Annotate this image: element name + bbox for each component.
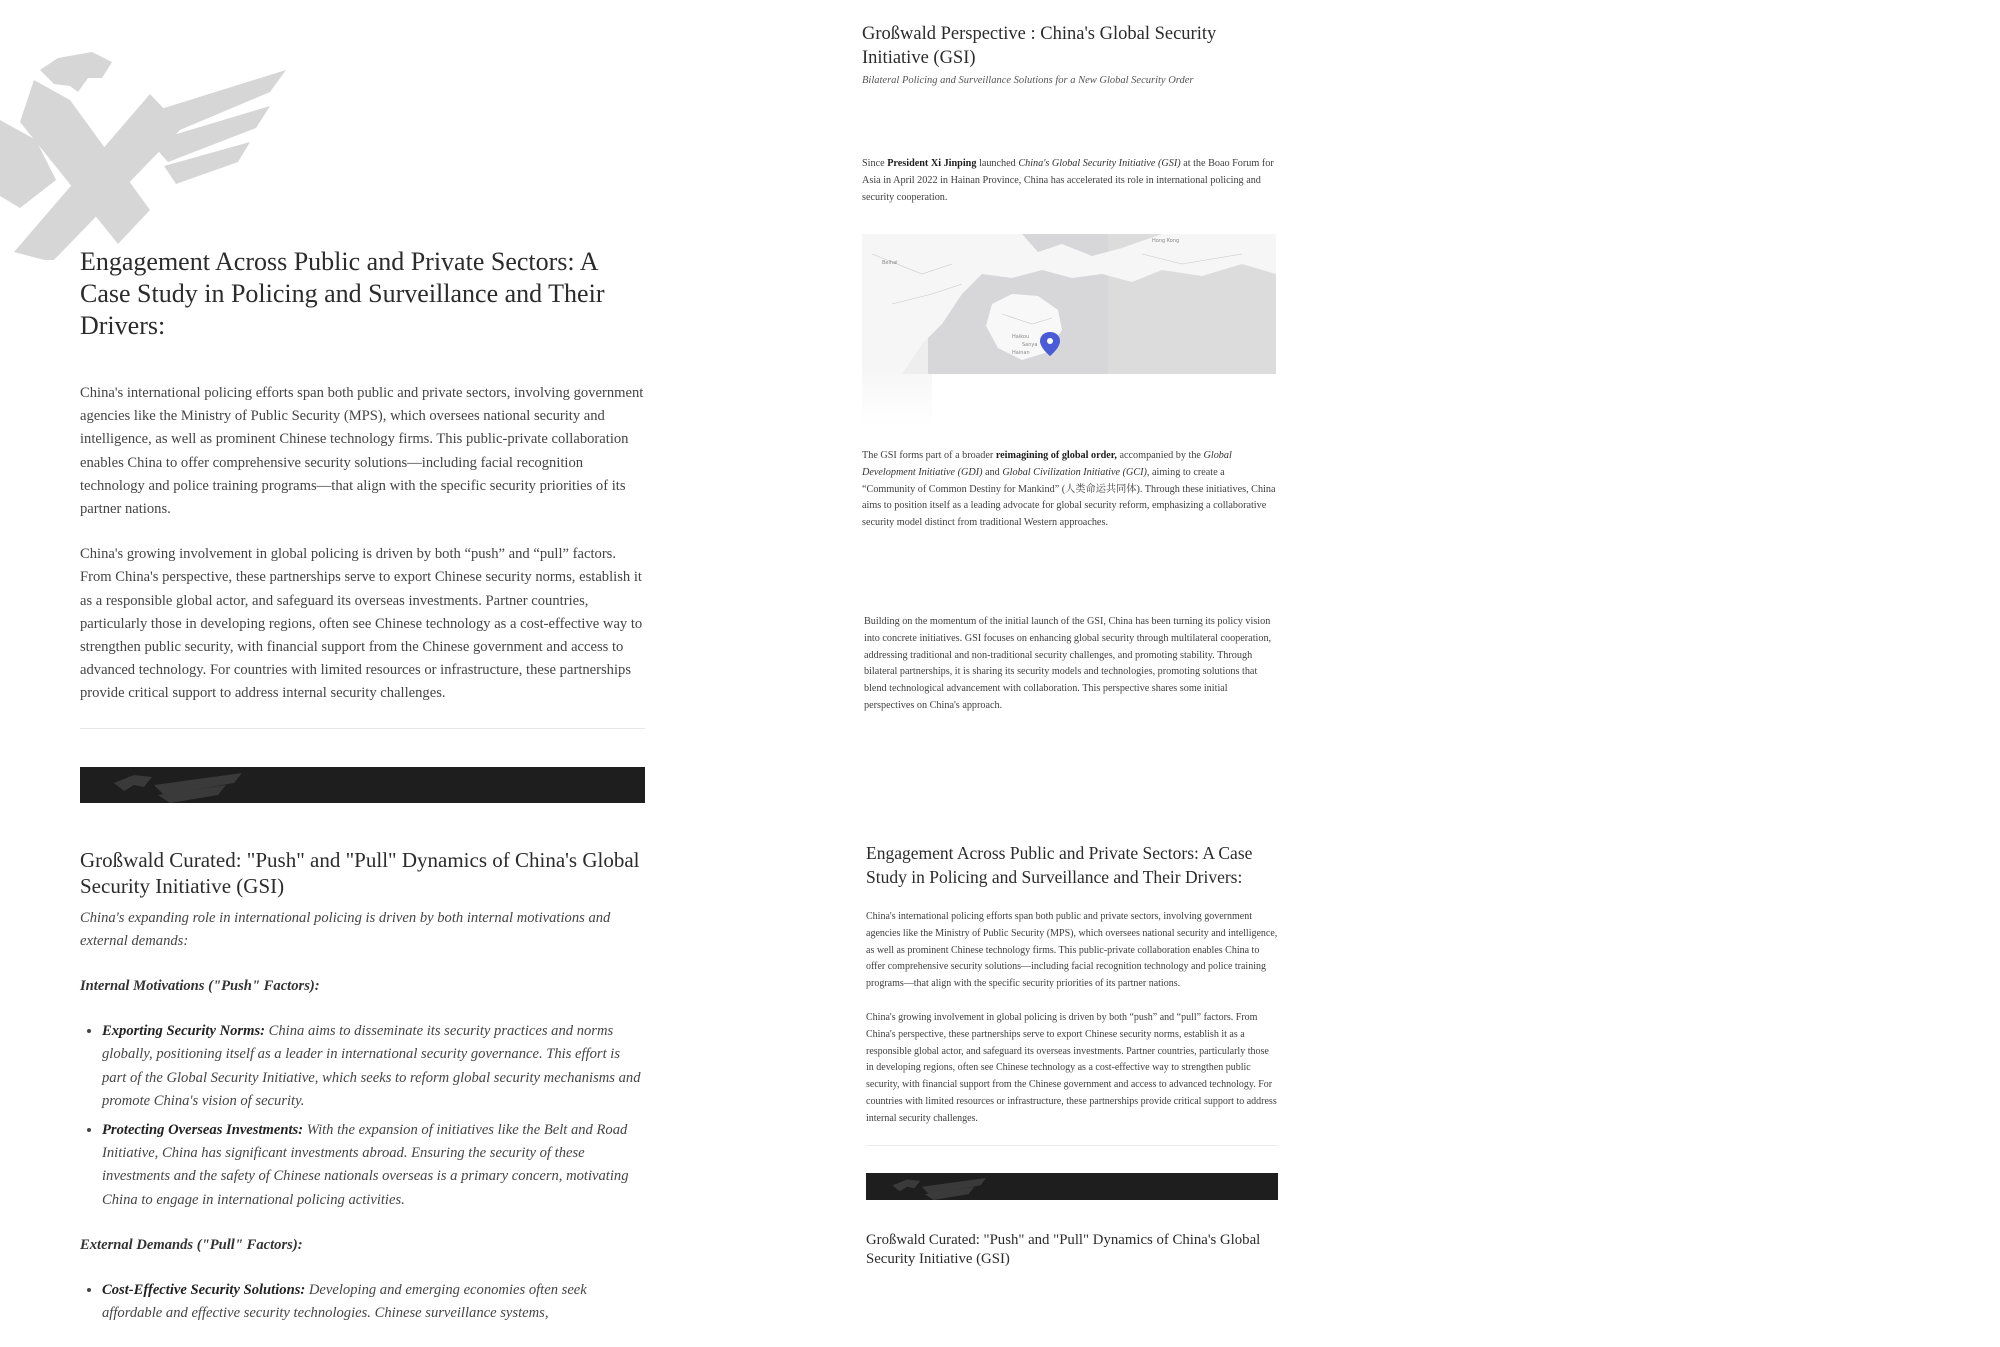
divider [80, 728, 645, 729]
right-article-column [862, 22, 1274, 88]
perspective-title: Großwald Perspective : China's Global Security Initiative (GSI) [862, 24, 1217, 68]
eagle-logo-icon [0, 30, 300, 260]
map-label: Hainan [1012, 350, 1030, 356]
curated-title: Großwald Curated: "Push" and "Pull" Dynamics of China's Global Security Initiative (GSI) [80, 847, 640, 898]
map-shadow [862, 374, 932, 426]
section-title: Engagement Across Public and Private Sectors: A Case Study in Policing and Surveillance and Their Drivers: [866, 843, 1253, 887]
map-label: Haikou [1012, 334, 1030, 340]
map-label: Beihai [882, 260, 898, 266]
header-banner [866, 1173, 1278, 1200]
pull-heading: External Demands ("Pull" Factors): [80, 1236, 303, 1253]
map-label: Hong Kong [1152, 238, 1180, 244]
map-graphic [862, 234, 1276, 374]
section-title: Engagement Across Public and Private Sectors: A Case Study in Policing and Surveillance and Their Drivers: [80, 247, 605, 340]
momentum-paragraph: Building on the momentum of the initial launch of the GSI, China has been turning its policy vision into concrete initiatives. GSI focuses on enhancing global security through multilateral cooperation, addressing traditional and non-traditional security challenges, and promoting stability. Through bilateral partnerships, it is sharing its security models and technologies, promoting solutions that blend technological advancement with collaboration. This perspective shares some initial perspectives on China's approach. [864, 616, 1272, 711]
pull-list [80, 1279, 645, 1325]
curated-lead: China's expanding role in international policing is driven by both internal motivations and external demands: [80, 909, 611, 949]
paragraph: China's growing involvement in global policing is driven by both “push” and “pull” factors. From China's perspective, these partnerships serve to export Chinese security norms, establish it as a responsible global actor, and safeguard its overseas investments. Partner countries, particularly those in developing regions, often see Chinese technology as a cost-effective way to strengthen public security, with financial support from the Chinese government and access to advanced technology. For countries with limited resources or infrastructure, these partnerships provide critical support to address internal security challenges. [80, 546, 643, 702]
paragraph: China's international policing efforts span both public and private sectors, involving government agencies like the Ministry of Public Security (MPS), which oversees national security and intelligence, as well as prominent Chinese technology firms. This public-private collaboration enables China to offer comprehensive security solutions—including facial recognition technology and police training programs—that align with the specific security priorities of its partner nations. [80, 385, 644, 518]
header-banner [80, 767, 645, 803]
right-engagement-section [866, 842, 1278, 1270]
eagle-icon [890, 1178, 990, 1200]
hainan-map[interactable] [862, 234, 1276, 374]
list-item-text: Developing and emerging economies often seek affordable and effective security technologies. Chinese surveillance systems, [102, 1282, 587, 1322]
paragraph: China's growing involvement in global policing is driven by both “push” and “pull” factors. From China's perspective, these partnerships serve to export Chinese security norms, establish it as a responsible global actor, and safeguard its overseas investments. Partner countries, particularly those in developing regions, often see Chinese technology as a cost-effective way to strengthen public security, with financial support from the Chinese government and access to advanced technology. For countries with limited resources or infrastructure, these partnerships provide critical support to address internal security challenges. [866, 1011, 1277, 1124]
push-list [80, 1020, 645, 1212]
intro-paragraph: Since President Xi Jinping launched China's Global Security Initiative (GSI) at the Boao Forum for Asia in April 2022 in Hainan Province, China has accelerated its role in international policing and security cooperation. [862, 158, 1274, 203]
eagle-icon [114, 773, 244, 803]
list-item-text: China aims to disseminate its security practices and norms globally, positioning itself as a leader in international security governance. This effort is part of the Global Security Initiative, which seeks to reform global security mechanisms and promote China's vision of security. [102, 1023, 641, 1109]
divider [866, 1145, 1278, 1146]
perspective-subtitle: Bilateral Policing and Surveillance Solutions for a New Global Security Order [862, 75, 1194, 86]
list-item [102, 1020, 645, 1113]
list-item-term: Exporting Security Norms: [102, 1023, 265, 1040]
map-label: Sanya [1022, 342, 1038, 348]
list-item-text: With the expansion of initiatives like the Belt and Road Initiative, China has significant investments abroad. Ensuring the security of these investments and the safety of Chinese nationals overseas is a primary concern, motivating China to engage in international policing activities. [102, 1122, 629, 1208]
paragraph: China's international policing efforts span both public and private sectors, involving government agencies like the Ministry of Public Security (MPS), which oversees national security and intelligence, as well as prominent Chinese technology firms. This public-private collaboration enables China to offer comprehensive security solutions—including facial recognition technology and police training programs—that align with the specific security priorities of its partner nations. [866, 911, 1278, 990]
push-heading: Internal Motivations ("Push" Factors): [80, 978, 320, 995]
curated-title: Großwald Curated: "Push" and "Pull" Dynamics of China's Global Security Initiative (GSI) [866, 1231, 1261, 1268]
left-article-column [80, 246, 645, 1347]
list-item [102, 1279, 645, 1325]
gsi-paragraph: The GSI forms part of a broader reimagining of global order, accompanied by the Global Development Initiative (GDI) and Global Civilization Initiative (GCI), aiming to create a “Community of Common Destiny for Mankind” (人类命运共同体). Through these initiatives, China aims to position itself as a leading advocate for global security reform, emphasizing a collaborative security model distinct from traditional Western approaches. [862, 450, 1276, 529]
list-item-term: Protecting Overseas Investments: [102, 1122, 304, 1139]
list-item [102, 1119, 645, 1212]
list-item-term: Cost-Effective Security Solutions: [102, 1282, 306, 1299]
